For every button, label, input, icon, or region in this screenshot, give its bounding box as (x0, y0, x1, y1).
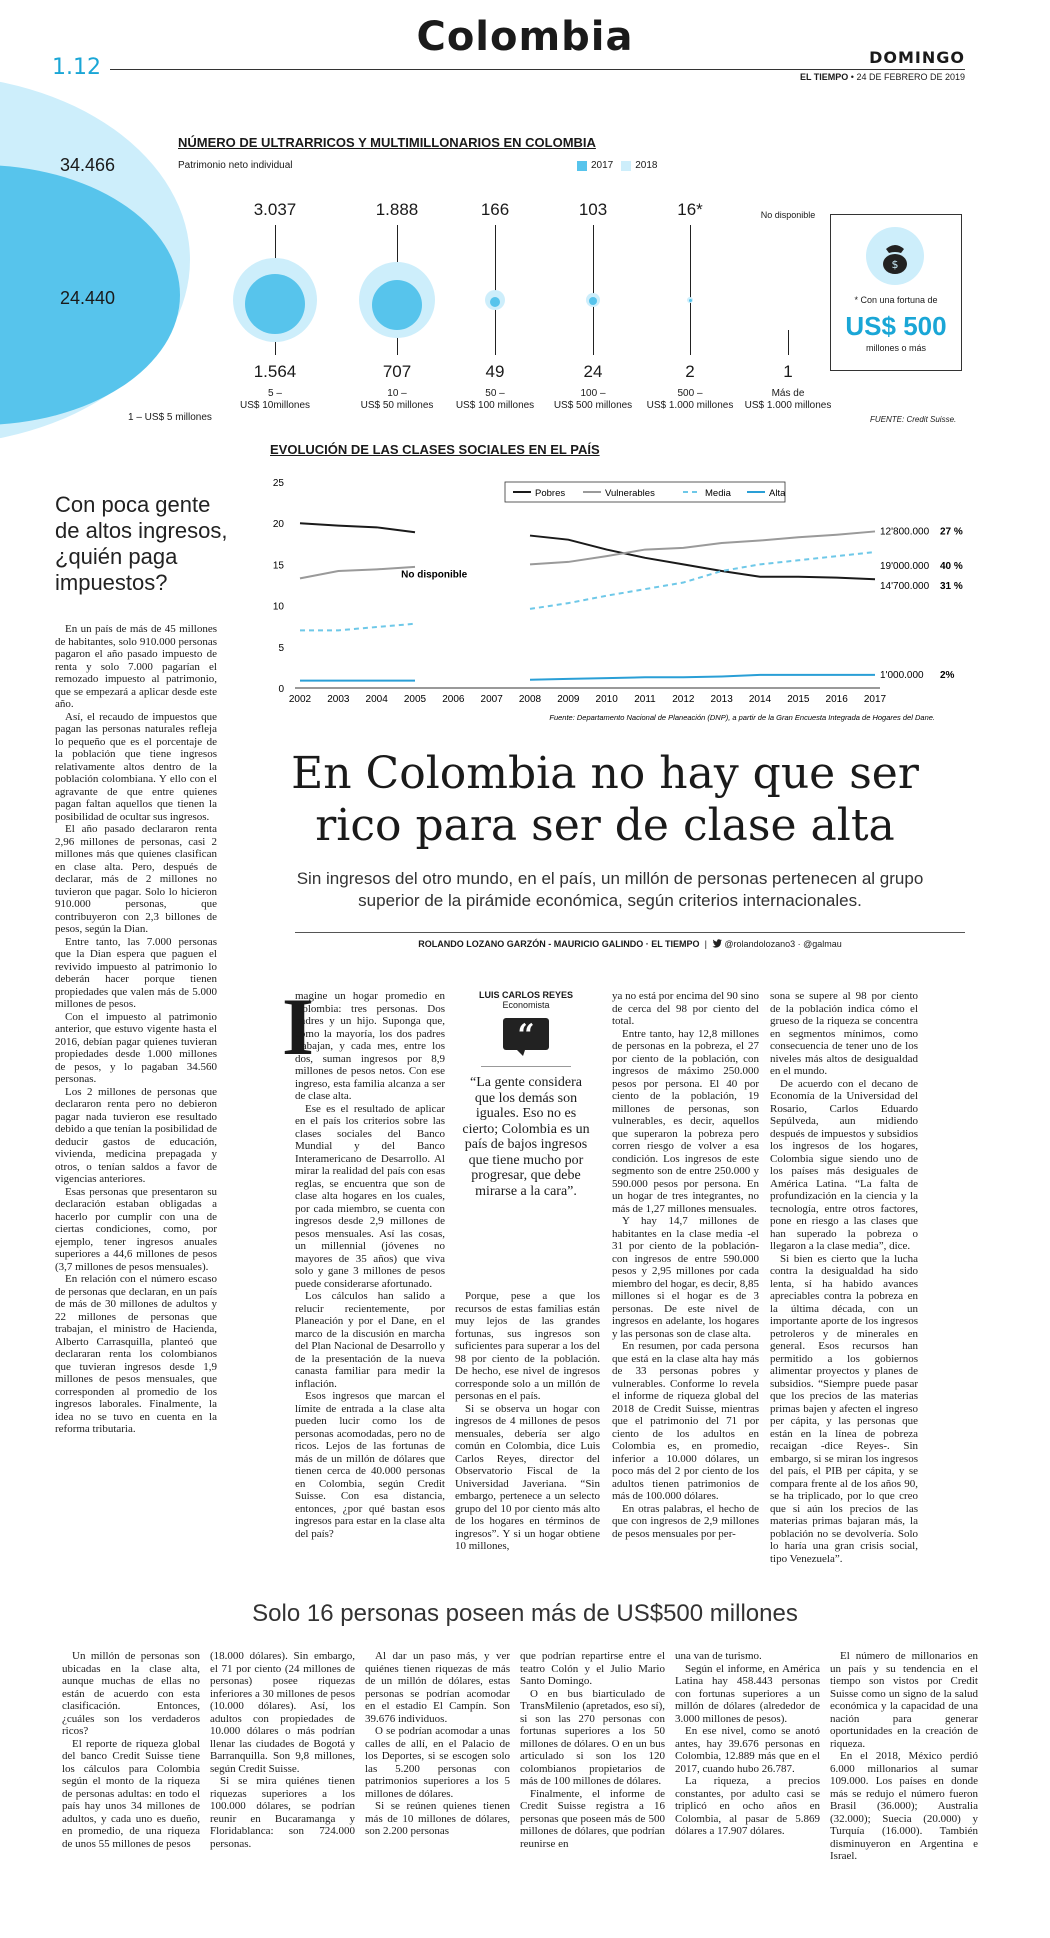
paragraph: En resumen, por cada persona que está en la clase alta hay más de 33 personas pobres y vulnerables. Conforme lo revela el informe de riqueza global del 2018 de Credit Suisse, mientras que el patrimonio del 71 por ciento de los adultos en Colombia es, en promedio, inferior a 10.000 dólares, un poco más del 2 por ciento de los adultos tienen patrimonios de más de 100.000 dólares. (612, 1340, 759, 1502)
paragraph: En relación con el número escaso de personas que declaran, en un país de más de 30 millones de adultos y 22 millones de personas que trabajan, el ministro de Hacienda, Alberto Carrasquilla, planteó que declararan renta los colombianos que tuvieran ingresos desde 1,9 millones de pesos mensuales, que corresponden al promedio de los ingresos laborales. Finalmente, la idea no se tuvo en cuenta en la reforma tributaria. (55, 1273, 217, 1435)
paragraph: O se podrían acomodar a unas calles de allí, en el Palacio de los Deportes, si se escogen solo las 5.200 personas con patrimonios superiores a los 5 millones de dólares. (365, 1725, 510, 1800)
paragraph: (18.000 dólares). Sin embargo, el 71 por ciento (24 millones de personas) posee riquezas inferiores a 30 millones de pesos (10.000 dólares). Así, los adultos con propiedades de 10.000 dólares o más podrían llenar las ciudades de Bogotá y Barranquilla. Son 9,8 millones, según Credit Suisse. (210, 1650, 355, 1775)
paragraph: O en bus biarticulado de TransMilenio (apretados, eso sí), si son las 270 personas con fortunas superiores a los 50 millones de dólares. O en un bus articulado si son los 120 colombianos propietarios de más de 100 millones de dólares. (520, 1687, 665, 1787)
paragraph: magine un hogar promedio en Colombia: tres personas. Dos padres y un hijo. Suponga que, como la mayoría, los dos padres trabajan, y cada mes, entre los dos, suman ingresos por 8,9 millones de pesos netos. Con ese ingreso, esta familia alcanza a ser de clase alta. (295, 990, 445, 1102)
paragraph: Un millón de personas son ubicadas en la clase alta, aunque muchas de ellas no están de acuerdo con esta clasificación. Entonces, ¿cuáles son los verdaderos ricos? (62, 1650, 200, 1737)
quote-divider (481, 1066, 571, 1067)
end-label-pct: 2% (940, 669, 955, 681)
paragraph: que podrían repartirse entre el teatro Colón y el Julio Mario Santo Domingo. (520, 1650, 665, 1687)
fortune-note: * Con una fortuna de (854, 295, 938, 305)
group-value-2018: 16* (677, 200, 703, 219)
byline-social: @rolandolozano3 · @galmau (724, 939, 842, 949)
section-title: Colombia (416, 14, 634, 60)
y-tick-label: 0 (278, 684, 284, 695)
paragraph: Los cálculos han salido a relucir recientemente, por Planeación y por el Dane, en el marco de la discusión en marcha del Plan Nacional de Desarrollo y de la presentación de la nueva canasta familiar para medir la inflación. (295, 1290, 445, 1390)
paragraph: Entre tanto, hay 12,8 millones de personas en la pobreza, el 27 por ciento de la población, con ingresos de máximo 250.000 pesos por persona. El 40 por ciento de la población, 19 millones de personas, son vulnerables, es decir, aquellos que superaron la pobreza pero corren riesgo de volver a esa condición. Los ingresos de este segmento son de entre 250.000 y 590.000 pesos por persona. En un hogar de tres integrantes, no más de 1,27 millones mensuales. (612, 1027, 759, 1215)
quote-role: Economista (502, 1000, 550, 1010)
x-tick-label: 2006 (442, 694, 465, 705)
paragraph: Y hay 14,7 millones de habitantes en la clase media -el 31 por ciento de la población- con ingresos de entre 590.000 pesos y 2,95 millones por cada miembro del hogar, es decir, 8,85 millones si el hogar es de 3 personas. De este nivel de ingresos en adelante, los hogares y las personas son de clase alta. (612, 1215, 759, 1340)
x-tick-label: 2016 (825, 694, 848, 705)
x-tick-label: 2002 (288, 694, 312, 705)
group-range: 500 – US$ 1.000 millones (646, 388, 734, 411)
y-tick-label: 5 (278, 642, 284, 654)
group-value-2017: 49 (485, 362, 505, 381)
pull-quote (462, 990, 590, 1199)
group-value-2017: 2 (685, 362, 695, 381)
x-tick-label: 2010 (595, 694, 618, 705)
paragraph: En otras palabras, el hecho de que con ingresos de 2,9 millones de pesos mensuales por per- (612, 1502, 759, 1540)
infographic-legend (577, 160, 658, 171)
x-tick-label: 2012 (672, 694, 695, 705)
legend-swatch-2017 (577, 161, 587, 171)
group-value-2017: 707 (382, 362, 412, 381)
article-column-2 (455, 1290, 600, 1553)
legend-label: 2017 (591, 160, 614, 171)
paragraph: Si se mira quiénes tienen riquezas superiores a los 100.000 dólares, se podrían reunir en Bucaramanga y Floridablanca: son 724.000 personas. (210, 1775, 355, 1850)
quote-text: “La gente considera que los demás son iguales. Eso no es cierto; Colombia es un país de bajos ingresos que tiene mucho por progresar, que debe mirarse a la cara”. (462, 1075, 590, 1199)
y-tick-label: 20 (272, 519, 284, 531)
x-tick-label: 2015 (787, 694, 810, 705)
group-value-2017: 1 (783, 362, 793, 381)
group-range: 5 – US$ 10millones (239, 388, 311, 411)
paragraph: Si se observa un hogar con ingresos de 4 millones de pesos mensuales, debería ser algo común en Colombia, dice Luis Carlos Reyes, director del Observatorio Fiscal de la Universidad Javeriana. “Sin embargo, pertenece a un selecto grupo del 10 por ciento más alto de los hogares en términos de ingresos”. Y si un hogar obtiene 10 millones, (455, 1402, 600, 1552)
paragraph: En el 2018, México perdió 6.000 millonarios al sumar 109.000. Los países en donde más se redujo el número fueron Brasil (36.000); Australia (32.000); Suecia (20.000) y Turquía (16.000). También disminuyeron en Argentina e Israel. (830, 1750, 978, 1862)
bottom-column-4 (520, 1650, 665, 1850)
paragraph: Ese es el resultado de aplicar en el país los criterios sobre las clases sociales del Banco Mundial y del Banco Interamericano de Desarrollo. Al mirar la realidad del país con esas reglas, se encuentra que son de clase alta hogares en los cuales, por cada miembro, se cuenta con ingresos desde 2,9 millones de pesos mensuales. Así las cosas, un millennial (jóvenes no mayores de 35 años) que viva solo y gane 3 millones de pesos puede considerarse afortunado. (295, 1102, 445, 1290)
quote-name: LUIS CARLOS REYES (478, 990, 573, 1000)
bubble-2017 (689, 299, 692, 302)
paragraph: ya no está por encima del 90 sino de cerca del 98 por ciento del total. (612, 990, 759, 1027)
group-stem (788, 330, 789, 355)
sidebar-title: Con poca gente de altos ingresos, ¿quién paga impuestos? (55, 492, 228, 595)
header-rule (110, 69, 965, 70)
paragraph: Porque, pese a que los recursos de estas familias están muy lejos de las grandes fortunas, sus ingresos son suficientes para superar a los del 98 por ciento de la población. De hecho, ese nivel de ingresos corresponde solo a un millón de personas en el país. (455, 1290, 600, 1402)
x-tick-label: 2003 (327, 694, 350, 705)
bottom-headline: Solo 16 personas poseen más de US$500 millones (252, 1600, 798, 1627)
end-label-value: 1'000.000 (880, 669, 924, 681)
gap-label: No disponible (401, 569, 468, 581)
group-range: 10 – US$ 50 millones (360, 388, 434, 411)
paragraph: Según el informe, en América Latina hay 458.443 personas con fortunas superiores a un millón de dólares (alrededor de 3.000 millones de pesos). (675, 1662, 820, 1725)
x-tick-label: 2008 (518, 694, 542, 705)
group-value-2018: 1.888 (375, 200, 419, 219)
group-value-2018: 103 (578, 200, 608, 219)
group-range: Más de US$ 1.000 millones (744, 388, 832, 411)
article-byline: ROLANDO LOZANO GARZÓN - MAURICIO GALINDO · EL TIEMPO | @rolandolozano3 · @galmau (295, 932, 965, 949)
group-value-2018: 166 (480, 200, 510, 219)
paragraph: Así, el recaudo de impuestos que pagan las personas naturales refleja lo pequeño que es el porcentaje de la población que tiene ingresos relativamente altos dentro de la población colombiana. Y ello con el agravante de que entre quienes pagan faltan aquellos que tienen la posibilidad de ocultar sus ingresos. (55, 710, 217, 823)
svg-text:$: $ (891, 258, 899, 271)
infographic-title: NÚMERO DE ULTRARRICOS Y MULTIMILLONARIOS EN COLOMBIA (178, 135, 596, 150)
series-line-vulnerables (300, 567, 415, 579)
bubble-2017 (490, 297, 500, 307)
fortune-unit: millones o más (865, 343, 927, 353)
paragraph: Si se reúnen quienes tienen más de 10 millones de dólares, son 2.200 personas (365, 1800, 510, 1837)
end-label-pct: 27 % (940, 526, 963, 538)
x-tick-label: 2017 (863, 694, 887, 705)
paragraph: De acuerdo con el decano de Economía de la Universidad del Rosario, Carlos Eduardo Sepúlveda, aun midiendo después de impuestos y subsidios los ingresos de los hogares, Colombia sigue siendo uno de los países más desiguales de América Latina. “La falta de profundización en la ciencia y la tecnología, entre otros factores, pone en riesgo a las clases que han superado la pobreza o llegaron a la clase media”, dice. (770, 1077, 918, 1252)
paragraph: sona se supere al 98 por ciento de la población indica cómo el grueso de la riqueza se concentra en segmentos mínimos, como consecuencia de tener uno de los niveles más altos de desigualdad en el mundo. (770, 990, 918, 1077)
y-tick-label: 25 (272, 478, 284, 489)
y-tick-label: 10 (272, 601, 284, 613)
byline-authors: ROLANDO LOZANO GARZÓN - MAURICIO GALINDO · EL TIEMPO (418, 939, 700, 949)
paragraph: Esas personas que presentaron su declaración estaban obligadas a hacerlo por cumplir con una de ciertas condiciones, como, por ejemplo, tener ingresos anuales superiores a 44,6 millones de pesos (3,7 millones de pesos mensuales). (55, 1185, 217, 1273)
group-stem (690, 225, 691, 355)
bubble-2017 (372, 280, 422, 330)
sidebar-body (55, 623, 217, 1436)
social-classes-chart (265, 470, 975, 740)
paragraph: Con el impuesto al patrimonio anterior, que estuvo vigente hasta el 2016, debían pagar quienes tuvieran propiedades desde 1.000 millones de pesos, y lo pagaban 34.560 personas. (55, 1010, 217, 1085)
bubble-2017 (245, 274, 305, 334)
paragraph: Los 2 millones de personas que declararon renta pero no debieron pagar nada tuvieron ese resultado debido a que tenían la posibilidad de deducir gastos de educación, vivienda, medicina prepagada y otros, o tenían saldos a favor de vigencias anteriores. (55, 1085, 217, 1185)
group-value-2018: 34.466 (60, 155, 116, 175)
drop-cap-letter: I (282, 981, 314, 1072)
paragraph: una van de turismo. (675, 1650, 762, 1662)
paragraph: En un país de más de 45 millones de habitantes, solo 910.000 personas pagaron el año pasado impuesto de renta y solo 7.000 pagarían el remozado impuesto al patrimonio, que se empezará a aplicar desde este año. (55, 623, 217, 710)
group-value-2017: 24.440 (60, 288, 116, 308)
x-tick-label: 2013 (710, 694, 733, 705)
group-range: 50 – US$ 100 millones (455, 388, 535, 411)
bottom-column-5 (675, 1650, 820, 1838)
date-text: • 24 DE FEBRERO DE 2019 (850, 72, 965, 82)
twitter-icon (712, 939, 725, 949)
group-value-2018: 3.037 (253, 200, 297, 219)
x-tick-label: 2011 (634, 694, 656, 705)
article-column-4 (770, 990, 918, 1565)
paragraph: Finalmente, el informe de Credit Suisse registra a 16 personas que poseen más de 500 millones de dólares, que podrían reunirse en (520, 1787, 665, 1850)
series-line-media (300, 624, 415, 631)
paragraph: Entre tanto, las 7.000 personas que la Dian espera que paguen el revivido impuesto al patrimonio lo deberán hacer porque tienen propiedades que valen más de 5.000 millones de pesos. (55, 935, 217, 1010)
svg-text:“: “ (517, 1018, 535, 1053)
group-stem (593, 225, 594, 355)
paragraph: Si bien es cierto que la lucha contra la desigualdad ha sido lenta, sí ha habido avances apreciables contra la pobreza en la última década, con un importante aporte de los ingresos petroleros y de minerales en general. Esos recursos han permitido a los gobiernos alimentar proyectos y planes de subsidios. “Siempre puede pasar que los precios de las materias primas bajen y afecten el ingreso per cápita, y las personas que están en la línea de pobreza recaigan -dice Reyes-. Sin embargo, si se miran los ingresos del país, el PIB per cápita, y se compara frente al de los años 90, se ha triplicado, por lo que creo que si aún los precios de las materias primas bajaran más, la población no se devolvería. Solo lo haría una gran crisis social, tipo Venezuela”. (770, 1252, 918, 1565)
end-label-value: 14'700.000 (880, 580, 930, 592)
paragraph: Al dar un paso más, y ver quiénes tienen riquezas de más de un millón de dólares, estas personas se podrían acomodar en el estadio El Campín. Son 39.676 individuos. (365, 1650, 510, 1725)
fortune-note-box (830, 214, 962, 371)
paragraph: Esos ingresos que marcan el límite de entrada a la clase alta pueden lucir como los de personas acomodadas, pero no de ricos. Lejos de las fortunas de más de un millón de dólares que tienen cerca de 40.000 personas en Colombia, según Credit Suisse. Con esa distancia, entonces, ¿por qué bastan esos ingresos para estar en la clase alta del país? (295, 1390, 445, 1540)
infographic-subtitle: Patrimonio neto individual (178, 160, 293, 171)
legend-item (621, 160, 657, 171)
end-label-pct: 40 % (940, 560, 963, 572)
end-label-value: 19'000.000 (880, 560, 930, 572)
article-headline: En Colombia no hay que ser rico para ser de clase alta (291, 748, 919, 851)
dateline (800, 72, 965, 82)
end-label-value: 12'800.000 (880, 526, 930, 538)
legend-label: Pobres (535, 488, 566, 499)
group-range: 100 – US$ 500 millones (553, 388, 633, 411)
x-tick-label: 2005 (403, 694, 427, 705)
legend-label: Vulnerables (605, 488, 655, 499)
paragraph: La riqueza, a precios constantes, por adulto casi se triplicó en ocho años en Colombia, al pasar de 5.869 dólares a 17.907 dólares. (675, 1775, 820, 1837)
series-line-alta (530, 675, 875, 680)
legend-swatch-2018 (621, 161, 631, 171)
infographic-source: FUENTE: Credit Suisse. (870, 415, 957, 424)
bottom-column-1 (62, 1650, 200, 1850)
x-tick-label: 2014 (748, 694, 772, 705)
group-range: 1 – US$ 5 millones (128, 412, 212, 423)
group-value-2018: No disponible (760, 210, 816, 220)
x-tick-label: 2009 (557, 694, 580, 705)
money-bag-icon (866, 227, 924, 285)
bottom-column-3 (365, 1650, 510, 1838)
article-column-1 (295, 990, 445, 1540)
legend-label: 2018 (635, 160, 658, 171)
series-line-vulnerables (530, 531, 875, 564)
paragraph: El reporte de riqueza global del banco Credit Suisse tiene los cálculos para Colombia según el monto de la riqueza de personas adultas: en todo el país hay unos 34 millones de adultos, y cada uno es dueño, en promedio, de una riqueza de unos 55 millones de pesos (62, 1737, 200, 1850)
x-tick-label: 2007 (480, 694, 503, 705)
chart-source: Fuente: Departamento Nacional de Planeación (DNP), a partir de la Gran Encuesta Integrada de Hogares del Dane. (549, 713, 935, 722)
day-label: DOMINGO (869, 48, 965, 67)
group-value-2017: 1.564 (253, 362, 297, 381)
paragraph: El año pasado declararon renta 2,96 millones de personas, casi 2 millones más que quienes clasifican en clase alta. Pero, después de declarar, más de 2 millones no tuvieron que pagar. Solo lo hicieron 910.000 personas, que contribuyeron con 2,3 billones de pesos, según la Dian. (55, 823, 217, 935)
bottom-column-6 (830, 1650, 978, 1863)
paper-name: EL TIEMPO (799, 72, 849, 82)
legend-label: Media (705, 488, 731, 499)
bottom-column-2 (210, 1650, 355, 1850)
bubble-2017 (589, 297, 597, 305)
legend-item (577, 160, 613, 171)
legend-label: Alta (769, 488, 786, 499)
page-number: 1.12 (52, 55, 101, 80)
series-line-pobres (300, 523, 415, 532)
chart-title: EVOLUCIÓN DE LAS CLASES SOCIALES EN EL PAÍS (270, 442, 600, 457)
paragraph: En ese nivel, como se anotó antes, hay 39.676 personas en Colombia, 12.889 más que en el 2017, cuando hubo 26.787. (675, 1725, 820, 1775)
y-tick-label: 15 (272, 560, 284, 572)
quote-mark-icon (462, 1018, 590, 1060)
x-tick-label: 2004 (365, 694, 388, 705)
paragraph: El número de millonarios en un país y su tendencia en el tiempo son vistos por Credit Suisse como un signo de la salud económica y la capacidad de una nación para generar oportunidades en la creación de riqueza. (830, 1650, 978, 1750)
group-value-2017: 24 (583, 362, 603, 381)
end-label-pct: 31 % (940, 580, 963, 592)
article-column-3 (612, 990, 759, 1540)
article-dek: Sin ingresos del otro mundo, en el país, un millón de personas pertenecen al grupo superior de la pirámide económica, según criterios internacionales. (296, 869, 924, 910)
fortune-amount: US$ 500 (845, 311, 947, 341)
